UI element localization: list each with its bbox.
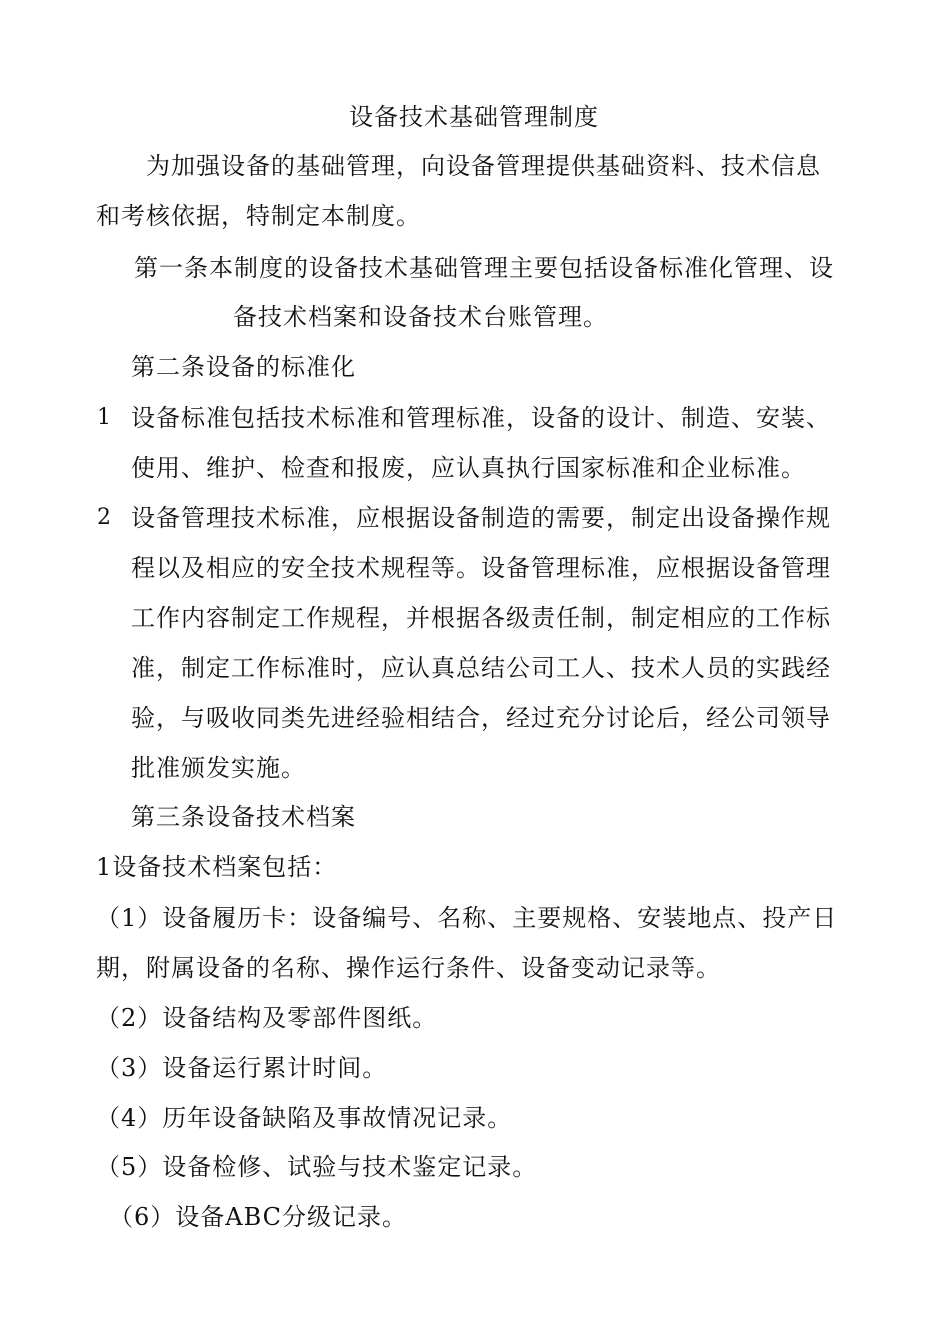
- article3-item-3: （3）设备运行累计时间。: [96, 1054, 388, 1082]
- article3-heading: 第三条设备技术档案: [131, 803, 356, 831]
- article2-item-2-line-6: 批准颁发实施。: [131, 754, 306, 782]
- article1-line-2: 备技术档案和设备技术台账管理。: [233, 303, 608, 331]
- article2-item-1-number: 1: [97, 405, 111, 430]
- article2-heading: 第二条设备的标准化: [131, 353, 356, 381]
- article2-item-1-line-2: 使用、维护、检查和报废，应认真执行国家标准和企业标准。: [131, 454, 806, 482]
- article2-item-2-line-3: 工作内容制定工作规程，并根据各级责任制，制定相应的工作标: [131, 604, 831, 632]
- article2-item-2-line-4: 准，制定工作标准时，应认真总结公司工人、技术人员的实践经: [131, 654, 831, 682]
- article3-item-1-line-1: （1）设备履历卡：设备编号、名称、主要规格、安装地点、投产日: [96, 904, 838, 932]
- article2-item-2-line-5: 验，与吸收同类先进经验相结合，经过充分讨论后，经公司领导: [131, 704, 831, 732]
- article3-item-4: （4）历年设备缺陷及事故情况记录。: [96, 1104, 513, 1132]
- article3-item-1-line-2: 期，附属设备的名称、操作运行条件、设备变动记录等。: [96, 954, 721, 982]
- article3-item-6: （6）设备ABC分级记录。: [109, 1203, 408, 1231]
- article2-item-1-line-1: 设备标准包括技术标准和管理标准，设备的设计、制造、安装、: [131, 404, 831, 432]
- document-title: 设备技术基础管理制度: [349, 103, 599, 131]
- article2-item-2-number: 2: [97, 505, 111, 530]
- article3-item-2: （2）设备结构及零部件图纸。: [96, 1004, 438, 1032]
- article2-item-2-line-2: 程以及相应的安全技术规程等。设备管理标准，应根据设备管理: [131, 554, 831, 582]
- article3-item-5: （5）设备检修、试验与技术鉴定记录。: [96, 1153, 538, 1181]
- article3-subheading: 1设备技术档案包括：: [96, 853, 338, 881]
- article2-item-2-line-1: 设备管理技术标准，应根据设备制造的需要，制定出设备操作规: [131, 504, 831, 532]
- intro-line-2: 和考核依据，特制定本制度。: [96, 202, 421, 230]
- article1-line-1: 第一条本制度的设备技术基础管理主要包括设备标准化管理、设: [134, 254, 834, 282]
- intro-line-1: 为加强设备的基础管理，向设备管理提供基础资料、技术信息: [146, 152, 821, 180]
